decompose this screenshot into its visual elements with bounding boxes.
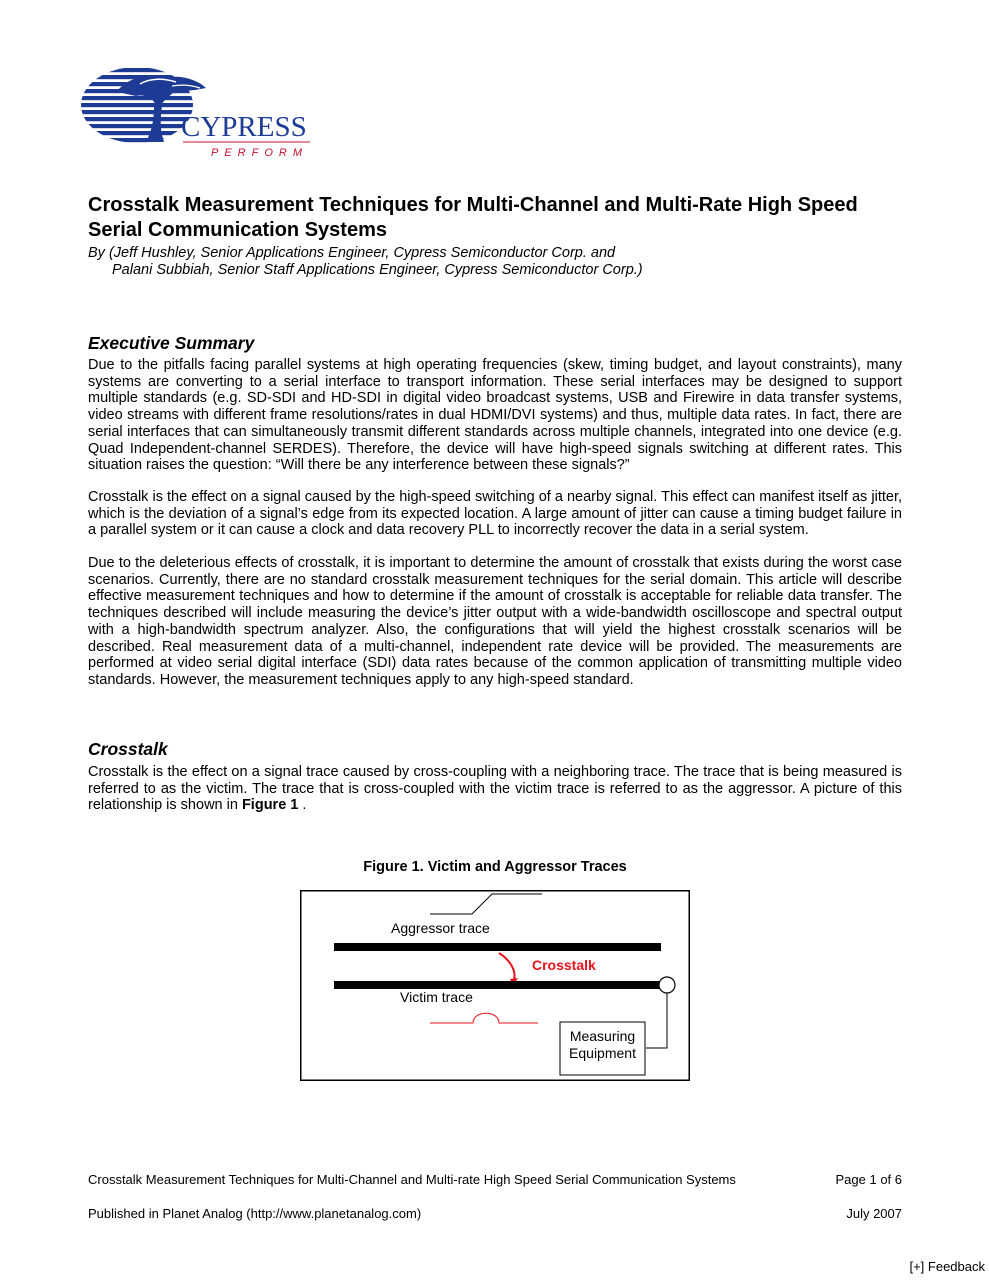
equipment-label-line-1: Measuring xyxy=(569,1028,636,1044)
feedback-link[interactable]: [+] Feedback xyxy=(909,1259,985,1274)
crosstalk-paragraph-end: . xyxy=(298,797,307,814)
aggressor-label: Aggressor trace xyxy=(391,920,490,936)
aggressor-trace xyxy=(334,943,661,951)
byline-author-2: Palani Subbiah, Senior Staff Applications Engineer, Cypress Semiconductor Corp.) xyxy=(112,262,643,278)
cypress-logo xyxy=(80,64,320,164)
victim-label: Victim trace xyxy=(400,989,473,1005)
executive-summary-heading: Executive Summary xyxy=(88,333,255,353)
footer-document-title: Crosstalk Measurement Techniques for Multi-Channel and Multi-rate High Speed Serial Communication Systems xyxy=(88,1172,736,1187)
document-title: Crosstalk Measurement Techniques for Multi-Channel and Multi-Rate High Speed Serial Communication Systems xyxy=(88,194,858,241)
footer-page-number: Page 1 of 6 xyxy=(835,1172,902,1187)
byline-author-1: By (Jeff Hushley, Senior Applications Engineer, Cypress Semiconductor Corp. and xyxy=(88,245,616,261)
figure-reference: Figure 1 xyxy=(241,797,299,814)
figure-caption: Figure 1. Victim and Aggressor Traces xyxy=(363,859,627,875)
probe-point xyxy=(659,977,675,993)
summary-paragraph-3: Due to the deleterious effects of crosstalk, it is important to determine the amount of crosstalk that exists during the worst case scenarios. Currently, there are no standard crosstalk measurement techniques for the serial domain. This article will describe effective measurement techniques and how to determine if the amount of crosstalk is acceptable for reliable data transfer. The techniques described will include measuring the device’s jitter output with a wide-bandwidth oscilloscope and spectral output with a high-bandwidth spectrum analyzer. Also, the configurations that will yield the highest crosstalk scenarios will be described. Real measurement data of a multi-channel, independent rate device will be provided. The measurements are performed at video serial digital interface (SDI) data rates because of the common application of transmitting multiple video standards. However, the measurement techniques apply to any high-speed standard. xyxy=(88,555,902,688)
crosstalk-heading: Crosstalk xyxy=(88,739,168,759)
footer-published-in: Published in Planet Analog (http://www.planetanalog.com) xyxy=(88,1206,422,1221)
crosstalk-paragraph-text: Crosstalk is the effect on a signal trace caused by cross-coupling with a neighboring trace. The trace that is being measured is referred to as the victim. The trace that is cross-coupled with the victim trace is referred to as the aggressor. A picture of this relationship is shown in xyxy=(88,764,902,814)
svg-text:PERFORM: PERFORM xyxy=(211,147,308,159)
victim-trace xyxy=(334,981,661,989)
footer-date: July 2007 xyxy=(846,1206,902,1221)
equipment-label-line-2: Equipment xyxy=(569,1045,636,1061)
svg-text:CYPRESS: CYPRESS xyxy=(181,111,307,143)
summary-paragraph-1: Due to the pitfalls facing parallel systems at high operating frequencies (skew, timing budget, and layout constraints), many systems are converting to a serial interface to transport information. These serial interfaces may be designed to support multiple standards (e.g. SD-SDI and HD-SDI in digital video broadcast systems, USB and Firewire in data transfer systems, video streams with different frame resolutions/rates in dual HDMI/DVI systems) and thus, multiple data rates. In fact, there are serial interfaces that can simultaneously transmit different standards across multiple channels, integrated into one device (e.g. Quad Independent-channel SERDES). Therefore, the device will have high-speed signals switching at different rates. This situation raises the question: “Will there be any interference between these signals?” xyxy=(88,357,902,474)
victim-aggressor-figure xyxy=(300,890,690,1081)
crosstalk-paragraph xyxy=(88,764,902,814)
crosstalk-label: Crosstalk xyxy=(532,957,596,973)
summary-paragraph-2: Crosstalk is the effect on a signal caused by the high-speed switching of a nearby signal. This effect can manifest itself as jitter, which is the deviation of a signal’s edge from its expected location. A large amount of jitter can cause a timing budget failure in a parallel system or it can cause a clock and data recovery PLL to incorrectly recover the data in a serial system. xyxy=(88,489,902,539)
